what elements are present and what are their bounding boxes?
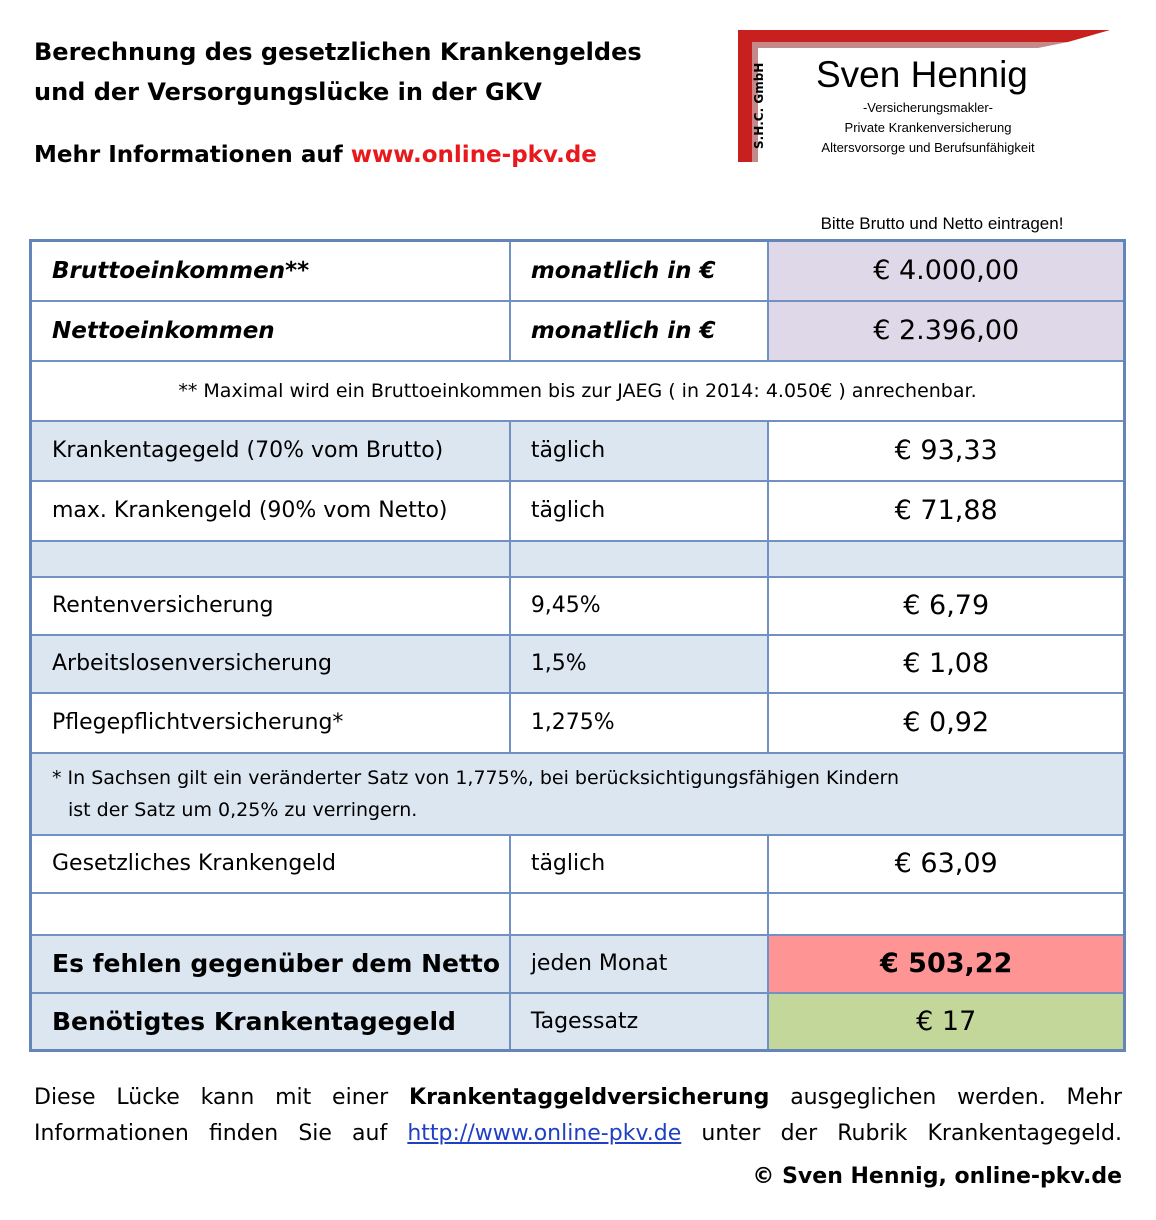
note-sachsen-line-1: * In Sachsen gilt ein veränderter Satz von 1,775%, bei berücksichtigungsfähigen Kindern (52, 766, 900, 789)
row-note-jaeg (31, 361, 1125, 421)
kg90-unit: täglich (510, 481, 769, 541)
footer-link[interactable]: http://www.online-pkv.de (407, 1121, 682, 1146)
alv-label: Arbeitslosenversicherung (31, 635, 510, 693)
row-pv (31, 693, 1125, 753)
note-sachsen-line-2: ist der Satz um 0,25% zu verringern. (68, 798, 418, 821)
row-spacer-2 (31, 893, 1125, 935)
logo-line-1: -Versicherungsmakler- (862, 100, 994, 115)
row-rv (31, 577, 1125, 635)
gkg-label: Gesetzliches Krankengeld (31, 835, 510, 893)
footer-bold: Krankentaggeldversicherung (409, 1085, 770, 1110)
row-brutto (31, 241, 1125, 301)
gkg-unit: täglich (510, 835, 769, 893)
footer-text-2: ausgeglichen werden. Mehr Informationen finden Sie auf (34, 1085, 1123, 1146)
footer-text-1: Diese Lücke kann mit einer (34, 1085, 410, 1110)
logo-side-text: S.H.C. GmbH (752, 62, 766, 150)
copyright: © Sven Hennig, online-pkv.de (752, 1164, 1122, 1189)
title-line-1: Berechnung des gesetzlichen Krankengeldes (34, 38, 642, 66)
pv-label: Pflegepflichtversicherung* (31, 693, 510, 753)
needed-unit: Tagessatz (510, 993, 769, 1051)
rv-label: Rentenversicherung (31, 577, 510, 635)
kg90-value: € 71,88 (768, 481, 1124, 541)
alv-unit: 1,5% (510, 635, 769, 693)
row-needed (31, 993, 1125, 1051)
ktg70-unit: täglich (510, 421, 769, 481)
brutto-label: Bruttoeinkommen** (31, 241, 510, 301)
title-line-2: und der Versorgungslücke in der GKV (34, 78, 542, 106)
row-spacer-1 (31, 541, 1125, 577)
row-alv (31, 635, 1125, 693)
rv-value: € 6,79 (768, 577, 1124, 635)
row-gap (31, 935, 1125, 993)
row-netto (31, 301, 1125, 361)
brutto-unit: monatlich in € (510, 241, 769, 301)
alv-value: € 1,08 (768, 635, 1124, 693)
page-title (34, 32, 642, 112)
calculation-table (29, 239, 1126, 1052)
note-sachsen (31, 753, 1125, 835)
row-ktg70 (31, 421, 1125, 481)
gap-unit: jeden Monat (510, 935, 769, 993)
netto-label: Nettoeinkommen (31, 301, 510, 361)
ktg70-label: Krankentagegeld (70% vom Brutto) (31, 421, 510, 481)
footer-text-3: unter der Rubrik Krankentagegeld. (681, 1121, 1122, 1146)
gap-label: Es fehlen gegenüber dem Netto (31, 935, 510, 993)
netto-unit: monatlich in € (510, 301, 769, 361)
more-info-link[interactable]: www.online-pkv.de (350, 142, 597, 168)
needed-label: Benötigtes Krankentagegeld (31, 993, 510, 1051)
pv-unit: 1,275% (510, 693, 769, 753)
netto-input[interactable]: € 2.396,00 (768, 301, 1124, 361)
more-info-prefix: Mehr Informationen auf (34, 142, 351, 168)
input-hint: Bitte Brutto und Netto eintragen! (820, 214, 1064, 233)
more-info (34, 142, 597, 168)
logo-line-3: Altersvorsorge und Berufsunfähigkeit (821, 140, 1035, 155)
kg90-label: max. Krankengeld (90% vom Netto) (31, 481, 510, 541)
pv-value: € 0,92 (768, 693, 1124, 753)
logo-subtitle (790, 98, 1066, 158)
logo-line-2: Private Krankenversicherung (844, 120, 1012, 135)
rv-unit: 9,45% (510, 577, 769, 635)
brutto-input[interactable]: € 4.000,00 (768, 241, 1124, 301)
row-kg90 (31, 481, 1125, 541)
row-gkg (31, 835, 1125, 893)
needed-value: € 17 (768, 993, 1124, 1051)
gap-value: € 503,22 (768, 935, 1124, 993)
row-note-sachsen (31, 753, 1125, 835)
footer-text (34, 1080, 1122, 1152)
logo-name: Sven Hennig (816, 54, 1028, 95)
gkg-value: € 63,09 (768, 835, 1124, 893)
ktg70-value: € 93,33 (768, 421, 1124, 481)
note-jaeg: ** Maximal wird ein Bruttoeinkommen bis zur JAEG ( in 2014: 4.050€ ) anrechenbar. (31, 361, 1125, 421)
